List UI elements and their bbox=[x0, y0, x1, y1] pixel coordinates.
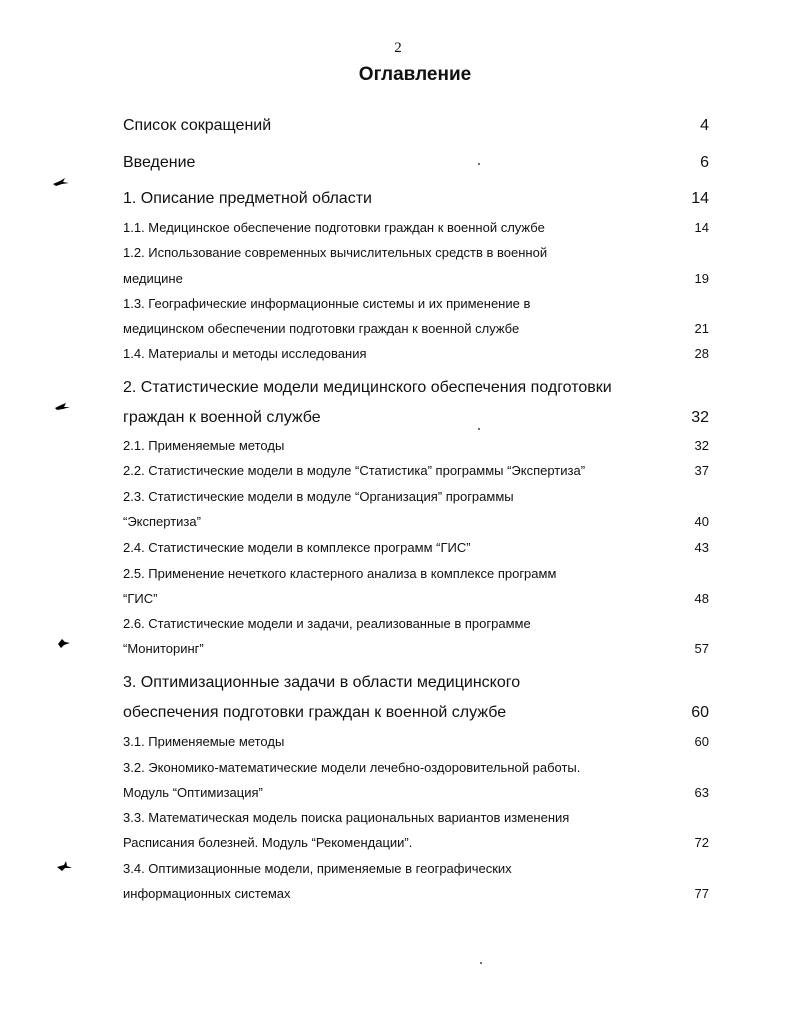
toc-entry-text: 2.2. Статистические модели в модуле “Статистика” программы “Экспертиза” bbox=[123, 463, 586, 478]
toc-entry-page: 32 bbox=[694, 438, 709, 453]
toc-entry-page: 32 bbox=[691, 409, 709, 426]
toc-entry-text-line-2: “Экспертиза” bbox=[123, 514, 201, 529]
scan-speck bbox=[480, 962, 482, 964]
toc-entry-page: 48 bbox=[694, 591, 709, 606]
toc-entry-page: 57 bbox=[694, 641, 709, 656]
scan-mark-icon bbox=[52, 176, 72, 188]
toc-entry-text-line-2: “ГИС” bbox=[123, 591, 158, 606]
toc-entry-text-line-1: 2. Статистические модели медицинского обеспечения подготовки bbox=[123, 379, 612, 396]
toc-entry-page: 19 bbox=[694, 271, 709, 286]
scan-speck bbox=[478, 163, 480, 165]
toc-entry-page: 43 bbox=[694, 540, 709, 555]
scan-speck bbox=[478, 428, 480, 430]
toc-entry-text-line-2: информационных системах bbox=[123, 886, 291, 901]
toc-entry-page: 14 bbox=[691, 190, 709, 207]
toc-entry-page: 6 bbox=[700, 154, 709, 171]
toc-entry-text-line-1: 1.2. Использование современных вычислительных средств в военной bbox=[123, 245, 548, 260]
page-title: Оглавление bbox=[358, 64, 472, 85]
toc-entry-page: 60 bbox=[691, 704, 709, 721]
scan-mark-icon bbox=[54, 402, 72, 412]
toc-entry-text-line-2: обеспечения подготовки граждан к военной службе bbox=[123, 704, 507, 721]
toc-entry-page: 4 bbox=[700, 117, 709, 134]
toc-entry-text: 2.1. Применяемые методы bbox=[123, 438, 285, 453]
toc-entry-text-line-1: 3.3. Математическая модель поиска рациональных вариантов изменения bbox=[123, 810, 570, 825]
page-number: 2 bbox=[394, 40, 402, 56]
toc-entry-text-line-2: граждан к военной службе bbox=[123, 409, 321, 426]
toc-entry-text-line-1: 3.2. Экономико-математические модели лечебно-оздоровительной работы. bbox=[123, 760, 581, 775]
toc-entry-text-line-1: 3.4. Оптимизационные модели, применяемые в географических bbox=[123, 861, 512, 876]
toc-entry-text-line-2: медицинском обеспечении подготовки граждан к военной службе bbox=[123, 321, 520, 336]
toc-entry-text: 1. Описание предметной области bbox=[123, 190, 372, 207]
toc-entry-page: 40 bbox=[694, 514, 709, 529]
scan-mark-icon bbox=[56, 860, 74, 872]
toc-entry-page: 37 bbox=[694, 463, 709, 478]
toc-entry-page: 14 bbox=[694, 220, 709, 235]
scan-mark-icon bbox=[56, 637, 72, 649]
toc-entry-page: 63 bbox=[694, 785, 709, 800]
toc-entry-text-line-2: медицине bbox=[123, 271, 183, 286]
toc-entry-text-line-2: “Мониторинг” bbox=[123, 641, 204, 656]
toc-entry-text-line-1: 2.3. Статистические модели в модуле “Организация” программы bbox=[123, 489, 514, 504]
toc-entry-text: 1.1. Медицинское обеспечение подготовки граждан к военной службе bbox=[123, 220, 545, 235]
toc-entry-text-line-1: 3. Оптимизационные задачи в области медицинского bbox=[123, 674, 521, 691]
toc-entry-page: 77 bbox=[694, 886, 709, 901]
toc-entry-page: 21 bbox=[694, 321, 709, 336]
toc-entry-text: 2.4. Статистические модели в комплексе программ “ГИС” bbox=[123, 540, 471, 555]
toc-entry-text-line-1: 2.6. Статистические модели и задачи, реализованные в программе bbox=[123, 616, 531, 631]
toc-entry-page: 28 bbox=[694, 346, 709, 361]
toc-entry-text-line-1: 1.3. Географические информационные системы и их применение в bbox=[123, 296, 531, 311]
toc-entry-page: 72 bbox=[694, 835, 709, 850]
toc-entry-page: 60 bbox=[694, 734, 709, 749]
toc-entry-text: 3.1. Применяемые методы bbox=[123, 734, 285, 749]
toc-entry-text-line-2: Расписания болезней. Модуль “Рекомендации”. bbox=[123, 835, 413, 850]
toc-entry-text: Введение bbox=[123, 154, 196, 171]
toc-entry-text: 1.4. Материалы и методы исследования bbox=[123, 346, 367, 361]
toc-entry-text: Список сокращений bbox=[123, 117, 272, 134]
toc-entry-text-line-2: Модуль “Оптимизация” bbox=[123, 785, 263, 800]
toc-entry-text-line-1: 2.5. Применение нечеткого кластерного анализа в комплексе программ bbox=[123, 566, 557, 581]
